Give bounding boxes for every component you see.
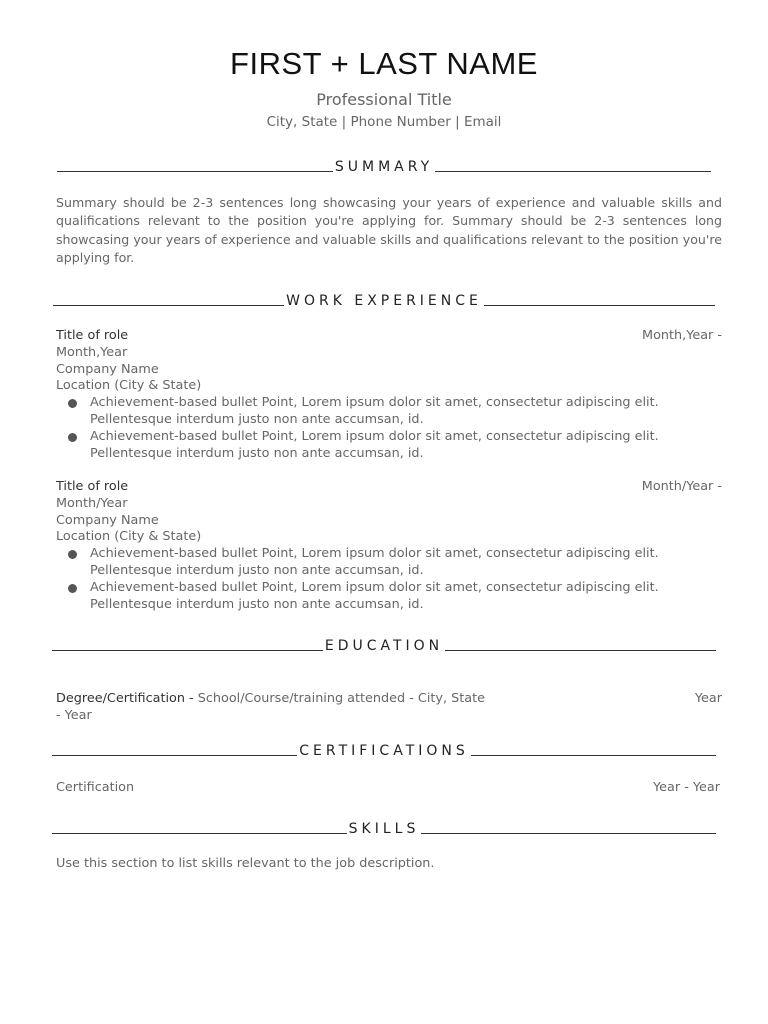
heading-rule-left	[53, 305, 284, 306]
job-date-start: Month/Year -	[641, 479, 722, 494]
job-date-end: Month,Year	[56, 344, 128, 360]
job-date-end: Month/Year	[56, 495, 128, 511]
certifications-heading	[52, 738, 716, 760]
skills-heading-label: SKILLS	[348, 821, 420, 837]
bullet-dot-icon	[68, 433, 77, 442]
job-company: Company Name	[56, 361, 159, 377]
education-heading-label: EDUCATION	[324, 638, 444, 654]
education-school: School/Course/training attended - City, State	[193, 691, 485, 706]
job-location: Location (City & State)	[56, 378, 202, 394]
resume-name: FIRST + LAST NAME	[230, 46, 538, 81]
bullet-item	[56, 546, 722, 580]
education-entry	[56, 691, 722, 725]
bullet-dot-icon	[68, 584, 77, 593]
professional-title: Professional Title	[316, 90, 452, 109]
heading-rule-right	[484, 305, 715, 306]
certification-entry	[56, 780, 720, 797]
education-year-start: Year	[694, 691, 722, 706]
job-location: Location (City & State)	[56, 529, 202, 545]
job-entry	[56, 479, 722, 613]
certification-years: Year - Year	[653, 780, 720, 795]
job-role: Title of role	[56, 479, 129, 494]
contact-line: City, State | Phone Number | Email	[266, 114, 502, 130]
bullet-dot-icon	[68, 399, 77, 408]
summary-heading-label: SUMMARY	[334, 159, 434, 175]
summary-text: Summary should be 2-3 sentences long showcasing your years of experience and valuable skills and qualifications relevant to the position you're applying for. Summary should be 2-3 sentences long showcasing your years of experience and valuable skills and qualifications relevant to the position you're applying for.	[56, 195, 722, 265]
heading-rule-right	[421, 833, 716, 834]
job-date-start: Month,Year -	[642, 328, 722, 343]
job-bullets	[56, 546, 722, 613]
education-degree: Degree/Certification -	[56, 691, 194, 706]
experience-heading	[53, 288, 715, 310]
education-line	[56, 691, 722, 708]
bullet-dot-icon	[68, 550, 77, 559]
bullet-item	[56, 395, 722, 429]
bullet-text: Achievement-based bullet Point, Lorem ipsum dolor sit amet, consectetur adipiscing elit. Pellentesque interdum justo non ante accumsan, id.	[90, 395, 659, 427]
skills-text: Use this section to list skills relevant to the job description.	[56, 856, 435, 871]
bullet-text: Achievement-based bullet Point, Lorem ipsum dolor sit amet, consectetur adipiscing elit. Pellentesque interdum justo non ante accumsan, id.	[90, 579, 659, 612]
job-entry	[56, 328, 722, 462]
summary-heading	[57, 154, 711, 176]
education-year-end: - Year	[56, 707, 92, 723]
certifications-heading-label: CERTIFICATIONS	[299, 743, 469, 759]
heading-rule-right	[435, 171, 711, 172]
heading-rule-left	[52, 650, 323, 651]
education-heading	[52, 633, 716, 655]
heading-rule-left	[52, 833, 347, 834]
experience-heading-label: WORK EXPERIENCE	[286, 293, 482, 309]
certification-name: Certification	[56, 780, 135, 795]
bullet-text: Achievement-based bullet Point, Lorem ipsum dolor sit amet, consectetur adipiscing elit. Pellentesque interdum justo non ante accumsan, id.	[90, 428, 659, 461]
bullet-text: Achievement-based bullet Point, Lorem ipsum dolor sit amet, consectetur adipiscing elit. Pellentesque interdum justo non ante accumsan, id.	[90, 546, 659, 578]
heading-rule-right	[445, 650, 716, 651]
heading-rule-left	[52, 755, 297, 756]
heading-rule-right	[471, 755, 716, 756]
heading-rule-left	[57, 171, 333, 172]
bullet-item	[56, 429, 722, 463]
job-role: Title of role	[56, 328, 129, 343]
bullet-item	[56, 580, 722, 614]
job-bullets	[56, 395, 722, 462]
job-company: Company Name	[56, 512, 159, 528]
skills-heading	[52, 816, 716, 838]
